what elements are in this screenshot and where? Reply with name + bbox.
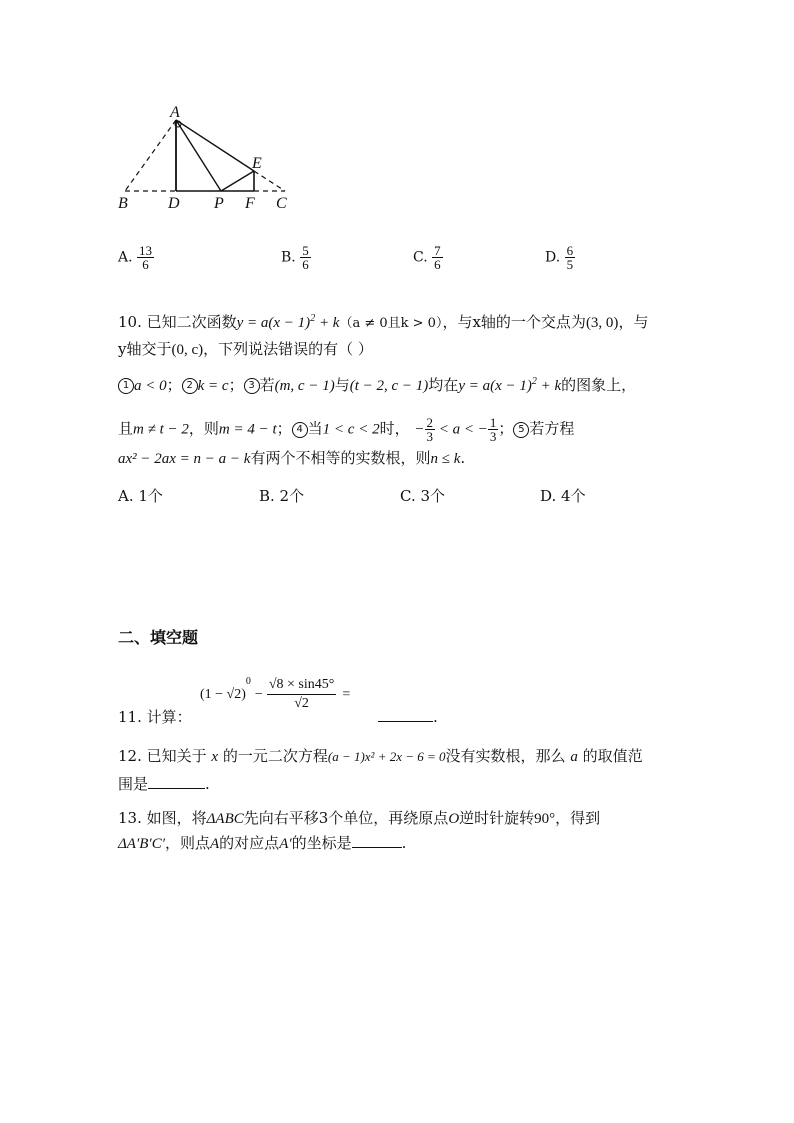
q9-option-a[interactable]: A. $\frac{13}{6}$ bbox=[118, 243, 153, 272]
q9-option-a-fraction: $\frac{13}{6}$ bbox=[139, 243, 153, 272]
q11-label: 11. 计算： bbox=[118, 708, 192, 726]
q10-line-1: 10. 已知二次函数$y = a(x - 1)^2 + k(a \ne 0$且k > 0），与x轴的一个交点为(3, 0)，与 bbox=[118, 313, 649, 331]
q9-option-c[interactable]: C. $\frac{7}{6}$ bbox=[413, 243, 441, 272]
label-P: P bbox=[214, 195, 224, 212]
frac-one-third: $\frac{1}{3}$ bbox=[489, 415, 497, 444]
label-A: A bbox=[170, 104, 180, 121]
q11-fraction: $\frac{√8 \times \sin 45^\circ}{√2}$ bbox=[268, 677, 335, 711]
circled-1: 1 bbox=[118, 378, 134, 394]
q11-answer-blank[interactable]: . bbox=[378, 707, 438, 727]
q9-option-b[interactable]: B. $\frac{5}{6}$ bbox=[281, 243, 309, 272]
circled-2: 2 bbox=[182, 378, 198, 394]
q10-option-d[interactable]: D. 4个 bbox=[540, 487, 586, 505]
segment-PE bbox=[221, 171, 254, 191]
circled-3: 3 bbox=[244, 378, 260, 394]
segment-AE bbox=[176, 120, 254, 171]
q13-line-2: ΔA′B′C′，则点A的对应点A′的坐标是 . bbox=[118, 834, 407, 852]
q10-option-a[interactable]: A. 1个 bbox=[118, 487, 163, 505]
triangle-figure bbox=[110, 100, 310, 215]
segment-AB bbox=[125, 120, 176, 191]
segment-AP bbox=[176, 120, 221, 191]
frac-two-thirds: $\frac{2}{3}$ bbox=[426, 415, 433, 444]
q10-line-5: ax² − 2ax = n − a − k有两个不相等的实数根，则n ≤ k. bbox=[118, 449, 466, 467]
circled-5: 5 bbox=[513, 422, 529, 438]
q9-option-c-fraction: $\frac{7}{6}$ bbox=[434, 243, 441, 272]
label-D: D bbox=[168, 195, 180, 212]
segment-EC bbox=[254, 171, 285, 191]
q11-expression: (1 − √2) $^0$ − $\frac{√8 \times \sin 45^\circ}{√2}$ = bbox=[200, 676, 351, 711]
q13-line-1: 13. 如图，将ΔABC先向右平移3个单位，再绕原点O逆时针旋转90°，得到 bbox=[118, 809, 601, 827]
q9-option-b-fraction: $\frac{5}{6}$ bbox=[302, 243, 309, 272]
label-B: B bbox=[118, 195, 128, 212]
q12-line-1: 12. 已知关于 x 的一元二次方程(a − 1)x² + 2x − 6 = 0没有实数根，那么 a 的取值范 bbox=[118, 747, 643, 765]
q13-answer-blank[interactable] bbox=[352, 833, 402, 848]
q10-line-2: y轴交于(0, c)，下列说法错误的有（ ） bbox=[118, 340, 373, 358]
label-E: E bbox=[252, 155, 262, 172]
q12-answer-blank[interactable] bbox=[148, 774, 205, 789]
section-heading: 二、填空题 bbox=[118, 628, 199, 647]
q10-option-b[interactable]: B. 2个 bbox=[259, 487, 305, 505]
q10-option-c[interactable]: C. 3个 bbox=[400, 487, 446, 505]
q12-line-2: 围是 . bbox=[118, 775, 210, 793]
label-C: C bbox=[276, 195, 287, 212]
q9-option-d-fraction: $\frac{6}{5}$ bbox=[566, 243, 574, 272]
label-F: F bbox=[245, 195, 255, 212]
q9-option-d[interactable]: D. $\frac{6}{5}$ bbox=[545, 243, 574, 272]
q10-line-4: 且m ≠ t − 2，则m = 4 − t； 4 当1 < c < 2时， − $\frac{2}{3}$ < a < − $\frac{1}{3}$ ； 5 若方程 bbox=[118, 415, 575, 444]
q10-line-3: 1 a < 0； 2 k = c； 3 若(m, c − 1)与(t − 2, c − 1)均在$y = a(x - 1)^2 + k$的图象上， bbox=[118, 372, 636, 396]
circled-4: 4 bbox=[292, 422, 308, 438]
